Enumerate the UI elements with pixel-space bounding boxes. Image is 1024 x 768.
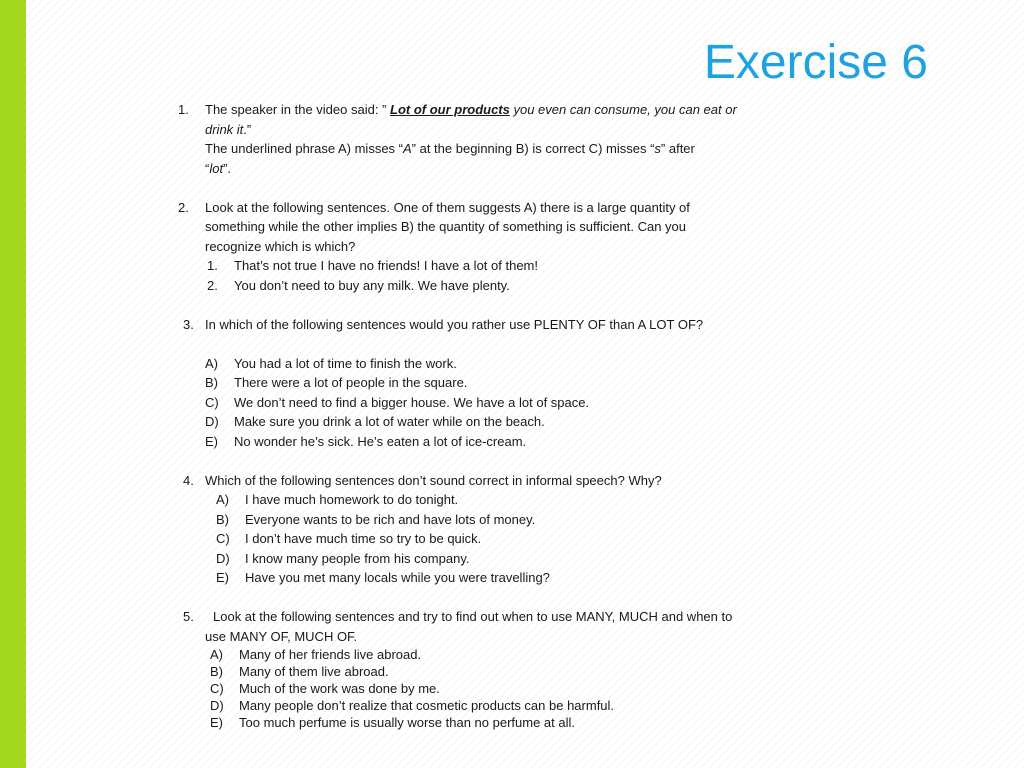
item-label: 1. <box>207 258 218 273</box>
list-item <box>170 680 870 697</box>
item-text: I don’t have much time so try to be quick. <box>245 531 482 546</box>
item-text: Everyone wants to be rich and have lots of money. <box>245 511 536 527</box>
list-item <box>170 490 870 510</box>
list-item <box>170 354 870 374</box>
list-item <box>170 393 870 413</box>
item-text: Make sure you drink a lot of water while on the beach. <box>234 414 545 429</box>
q5-number: 5. <box>183 609 194 624</box>
q1-line4-pre: “ <box>205 160 210 176</box>
item-label: C) <box>210 681 224 696</box>
list-item <box>170 256 870 276</box>
q1-line2-italic: drink it <box>205 121 244 137</box>
list-item <box>170 646 870 663</box>
q1-line3-post: ” after <box>660 141 695 156</box>
q2-number: 2. <box>178 199 189 215</box>
item-label: B) <box>210 664 223 679</box>
list-item <box>170 373 870 393</box>
list-item <box>170 510 870 530</box>
q1-line-1 <box>170 100 870 120</box>
item-text: You had a lot of time to finish the work. <box>234 355 457 371</box>
q2-line-3: recognize which is which? <box>205 238 356 254</box>
q5-line-2: use MANY OF, MUCH OF. <box>205 628 358 644</box>
item-label: C) <box>205 394 219 410</box>
list-item <box>170 568 870 588</box>
q1-line1-pre: The speaker in the video said: ” <box>205 102 390 117</box>
q3-text: In which of the following sentences would you rather use PLENTY OF than A LOT OF? <box>205 316 704 332</box>
item-label: A) <box>216 492 229 507</box>
list-item <box>170 412 870 432</box>
q1-line4-post: ”. <box>223 160 232 176</box>
item-label: C) <box>216 531 230 546</box>
item-text: That’s not true I have no friends! I have a lot of them! <box>234 258 538 273</box>
item-label: D) <box>205 414 219 429</box>
item-text: I have much homework to do tonight. <box>245 492 459 507</box>
list-item <box>170 276 870 296</box>
q2-line1-text: Look at the following sentences. One of them suggests A) there is a large quantity of <box>205 199 690 215</box>
q4-line-1 <box>170 471 870 491</box>
item-label: D) <box>216 550 230 566</box>
question-5 <box>170 607 870 731</box>
item-label: D) <box>210 698 224 713</box>
list-item <box>170 432 870 452</box>
item-text: Many of them live abroad. <box>239 664 389 679</box>
q1-line-4 <box>170 159 870 179</box>
item-label: E) <box>210 715 223 730</box>
q3-number: 3. <box>183 316 194 332</box>
item-text: Have you met many locals while you were travelling? <box>245 570 550 585</box>
item-text: Too much perfume is usually worse than no perfume at all. <box>239 715 576 730</box>
list-item <box>170 549 870 569</box>
question-3 <box>170 315 870 452</box>
item-text: No wonder he’s sick. He’s eaten a lot of ice-cream. <box>234 433 527 449</box>
item-label: 2. <box>207 277 218 293</box>
item-label: A) <box>205 355 218 371</box>
list-item <box>170 697 870 714</box>
item-text: We don’t need to find a bigger house. We have a lot of space. <box>234 394 590 410</box>
q4-text: Which of the following sentences don’t sound correct in informal speech? Why? <box>205 472 662 488</box>
underlined-phrase: Lot of our products <box>390 102 510 117</box>
item-text: Many people don’t realize that cosmetic products can be harmful. <box>239 698 615 713</box>
item-label: B) <box>216 511 229 527</box>
list-item <box>170 663 870 680</box>
q4-number: 4. <box>183 472 194 488</box>
q1-line4-lot: lot <box>209 160 224 176</box>
item-text: I know many people from his company. <box>245 550 470 566</box>
question-4 <box>170 471 870 588</box>
q1-line3-pre: The underlined phrase A) misses “ <box>205 141 403 156</box>
item-label: A) <box>210 647 223 662</box>
q1-line-2 <box>170 120 870 140</box>
item-text: There were a lot of people in the square. <box>234 375 468 390</box>
q2-line-2: something while the other implies B) the quantity of something is sufficient. Can you <box>205 219 687 234</box>
q5-line-1 <box>170 607 870 627</box>
item-label: E) <box>216 570 229 585</box>
q1-line2-post: .” <box>243 121 252 137</box>
question-2 <box>170 198 870 296</box>
exercise-content <box>170 100 870 731</box>
item-text: Much of the work was done by me. <box>239 681 440 696</box>
q1-line-3 <box>170 139 870 159</box>
item-label: B) <box>205 375 218 390</box>
accent-bar <box>0 0 26 768</box>
item-text: Many of her friends live abroad. <box>239 647 422 662</box>
q1-number: 1. <box>178 102 189 117</box>
q1-line3-s: s <box>654 141 661 156</box>
q2-line-1 <box>170 198 870 218</box>
q1-line1-post: you even can consume, you can eat or <box>509 102 737 117</box>
list-item <box>170 714 870 731</box>
slide-title: Exercise 6 <box>703 36 928 89</box>
question-1 <box>170 100 870 178</box>
q1-line3-mid: ” at the beginning B) is correct C) misses “ <box>411 141 655 156</box>
q3-line-1 <box>170 315 870 335</box>
q5-line1-text: Look at the following sentences and try to find out when to use MANY, MUCH and when to <box>213 609 733 624</box>
q1-line3-a: A <box>402 141 412 156</box>
item-text: You don’t need to buy any milk. We have plenty. <box>234 277 510 293</box>
item-label: E) <box>205 433 218 449</box>
list-item <box>170 529 870 549</box>
